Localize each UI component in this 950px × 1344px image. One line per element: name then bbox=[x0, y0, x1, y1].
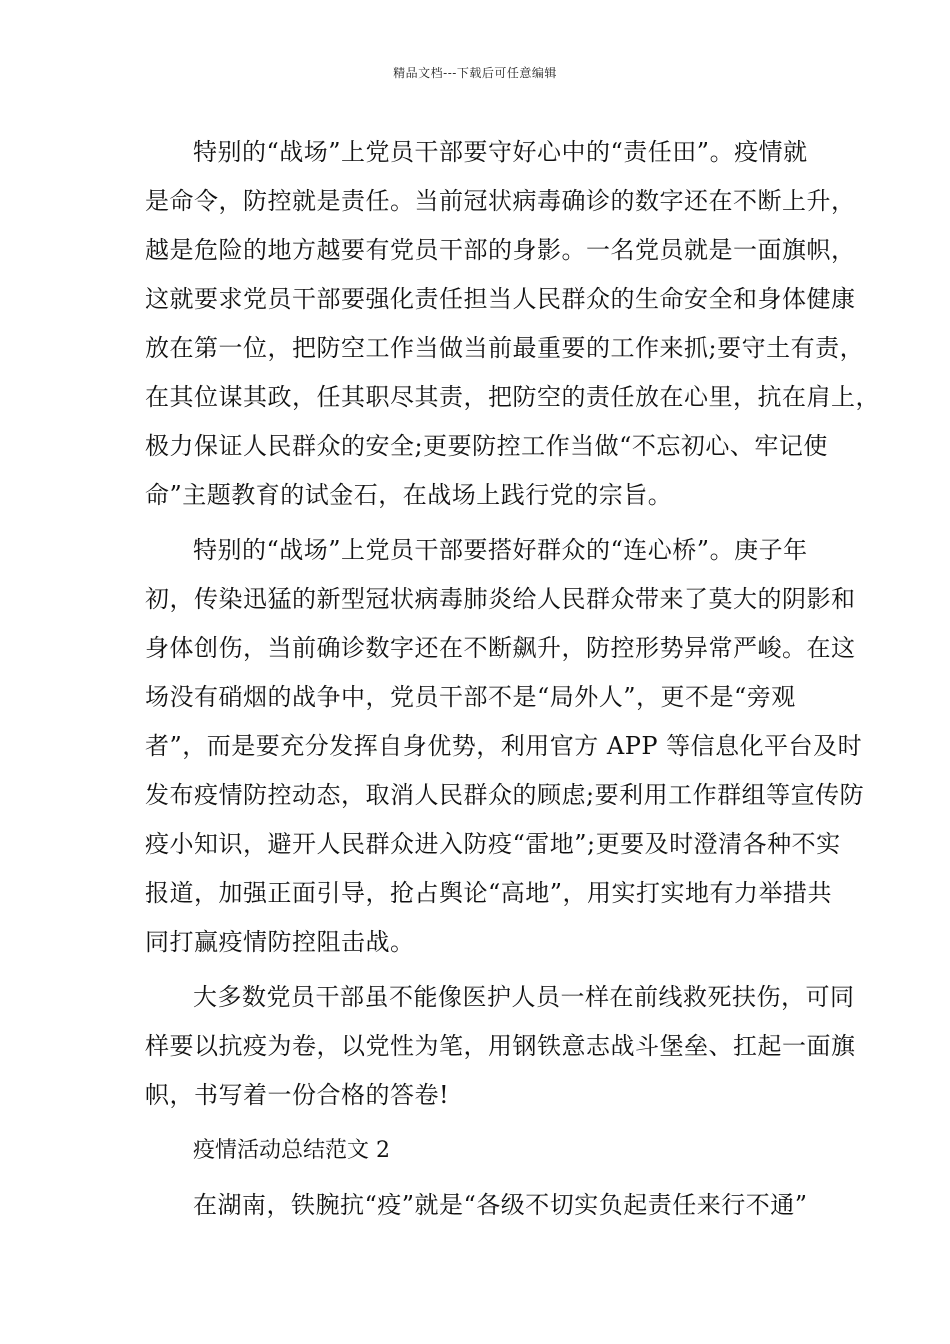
text-line: 特别的“战场”上党员干部要搭好群众的“连心桥”。庚子年 bbox=[193, 536, 808, 564]
text-line: 发布疫情防控动态，取消人民群众的顾虑;要利用工作群组等宣传防 bbox=[145, 781, 865, 809]
text-line: 身体创伤，当前确诊数字还在不断飙升，防控形势异常严峻。在这 bbox=[145, 634, 856, 662]
text-line: 特别的“战场”上党员干部要守好心中的“责任田”。疫情就 bbox=[193, 138, 808, 166]
text-line: 样要以抗疫为卷，以党性为笔，用钢铁意志战斗堡垒、扛起一面旗 bbox=[145, 1032, 856, 1060]
paragraph-answer-sheet bbox=[145, 973, 856, 1120]
section-heading: 疫情活动总结范文 2 bbox=[193, 1138, 390, 1163]
text-line: 疫小知识，避开人民群众进入防疫“雷地”;更要及时澄清各种不实 bbox=[145, 830, 841, 858]
text-line: 放在第一位，把防空工作当做当前最重要的工作来抓;要守土有责， bbox=[145, 334, 865, 362]
paragraph-bridge bbox=[145, 526, 865, 967]
text-line: 在其位谋其政，任其职尽其责，把防空的责任放在心里，抗在肩上， bbox=[145, 383, 880, 411]
paragraph-responsibility bbox=[145, 128, 880, 520]
text-line: 越是危险的地方越要有党员干部的身影。一名党员就是一面旗帜， bbox=[145, 236, 856, 264]
text-line: 是命令，防控就是责任。当前冠状病毒确诊的数字还在不断上升， bbox=[145, 187, 856, 215]
text-line: 者”，而是要充分发挥自身优势，利用官方 APP 等信息化平台及时 bbox=[145, 732, 863, 760]
text-line: 在湖南，铁腕抗“疫”就是“各级不切实负起责任来行不通” bbox=[193, 1191, 808, 1219]
page-header: 精品文档---下载后可任意编辑 bbox=[393, 66, 557, 80]
text-line: 这就要求党员干部要强化责任担当人民群众的生命安全和身体健康 bbox=[145, 285, 856, 313]
document-body bbox=[145, 128, 880, 1236]
paragraph-hunan bbox=[145, 1181, 827, 1230]
text-line: 场没有硝烟的战争中，党员干部不是“局外人”，更不是“旁观 bbox=[145, 683, 796, 711]
text-line: 大多数党员干部虽不能像医护人员一样在前线救死扶伤，可同 bbox=[193, 983, 855, 1011]
text-line: 命”主题教育的试金石，在战场上践行党的宗旨。 bbox=[145, 481, 673, 509]
text-line: 报道，加强正面引导，抢占舆论“高地”，用实打实地有力举措共 bbox=[145, 879, 833, 907]
text-line: 极力保证人民群众的安全;更要防控工作当做“不忘初心、牢记使 bbox=[145, 432, 828, 460]
text-line: 初，传染迅猛的新型冠状病毒肺炎给人民群众带来了莫大的阴影和 bbox=[145, 585, 856, 613]
text-line: 同打赢疫情防控阻击战。 bbox=[145, 928, 415, 956]
text-line: 帜，书写着一份合格的答卷! bbox=[145, 1081, 450, 1109]
